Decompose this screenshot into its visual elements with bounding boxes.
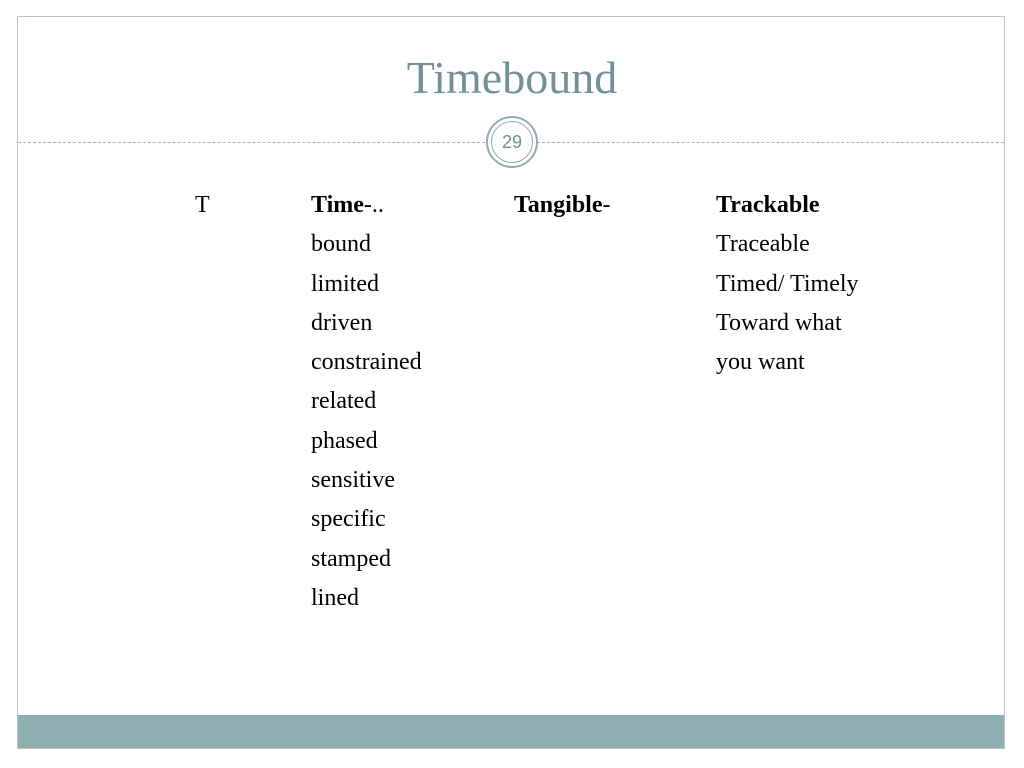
page-number: 29 xyxy=(491,121,533,163)
trackable-column xyxy=(716,186,859,382)
time-item: bound xyxy=(311,231,371,258)
tangible-suffix: - xyxy=(602,192,611,218)
time-column xyxy=(311,186,422,618)
tangible-head: Tangible xyxy=(514,192,603,218)
tangible-heading xyxy=(514,186,611,225)
time-suffix: -.. xyxy=(363,192,384,218)
time-heading xyxy=(311,186,422,225)
slide-title: Timebound xyxy=(406,52,618,103)
trackable-item: you want xyxy=(716,349,805,376)
trackable-item: Traceable xyxy=(716,231,810,258)
time-item: driven xyxy=(311,309,373,336)
page-number-badge xyxy=(486,116,538,168)
time-item: related xyxy=(311,388,377,415)
trackable-item: Toward what xyxy=(716,309,842,336)
time-head: Time xyxy=(311,192,364,218)
footer-bar xyxy=(18,715,1004,748)
time-item: lined xyxy=(311,584,359,611)
tangible-column xyxy=(514,186,611,225)
letter-column xyxy=(195,186,210,225)
time-item: limited xyxy=(311,270,379,297)
time-item: phased xyxy=(311,427,378,454)
time-item: sensitive xyxy=(311,467,395,494)
trackable-heading: Trackable xyxy=(716,192,820,218)
trackable-item: Timed/ Timely xyxy=(716,270,859,297)
time-item: stamped xyxy=(311,545,391,572)
time-item: specific xyxy=(311,506,386,533)
letter-t: T xyxy=(195,192,210,218)
time-item: constrained xyxy=(311,349,422,376)
